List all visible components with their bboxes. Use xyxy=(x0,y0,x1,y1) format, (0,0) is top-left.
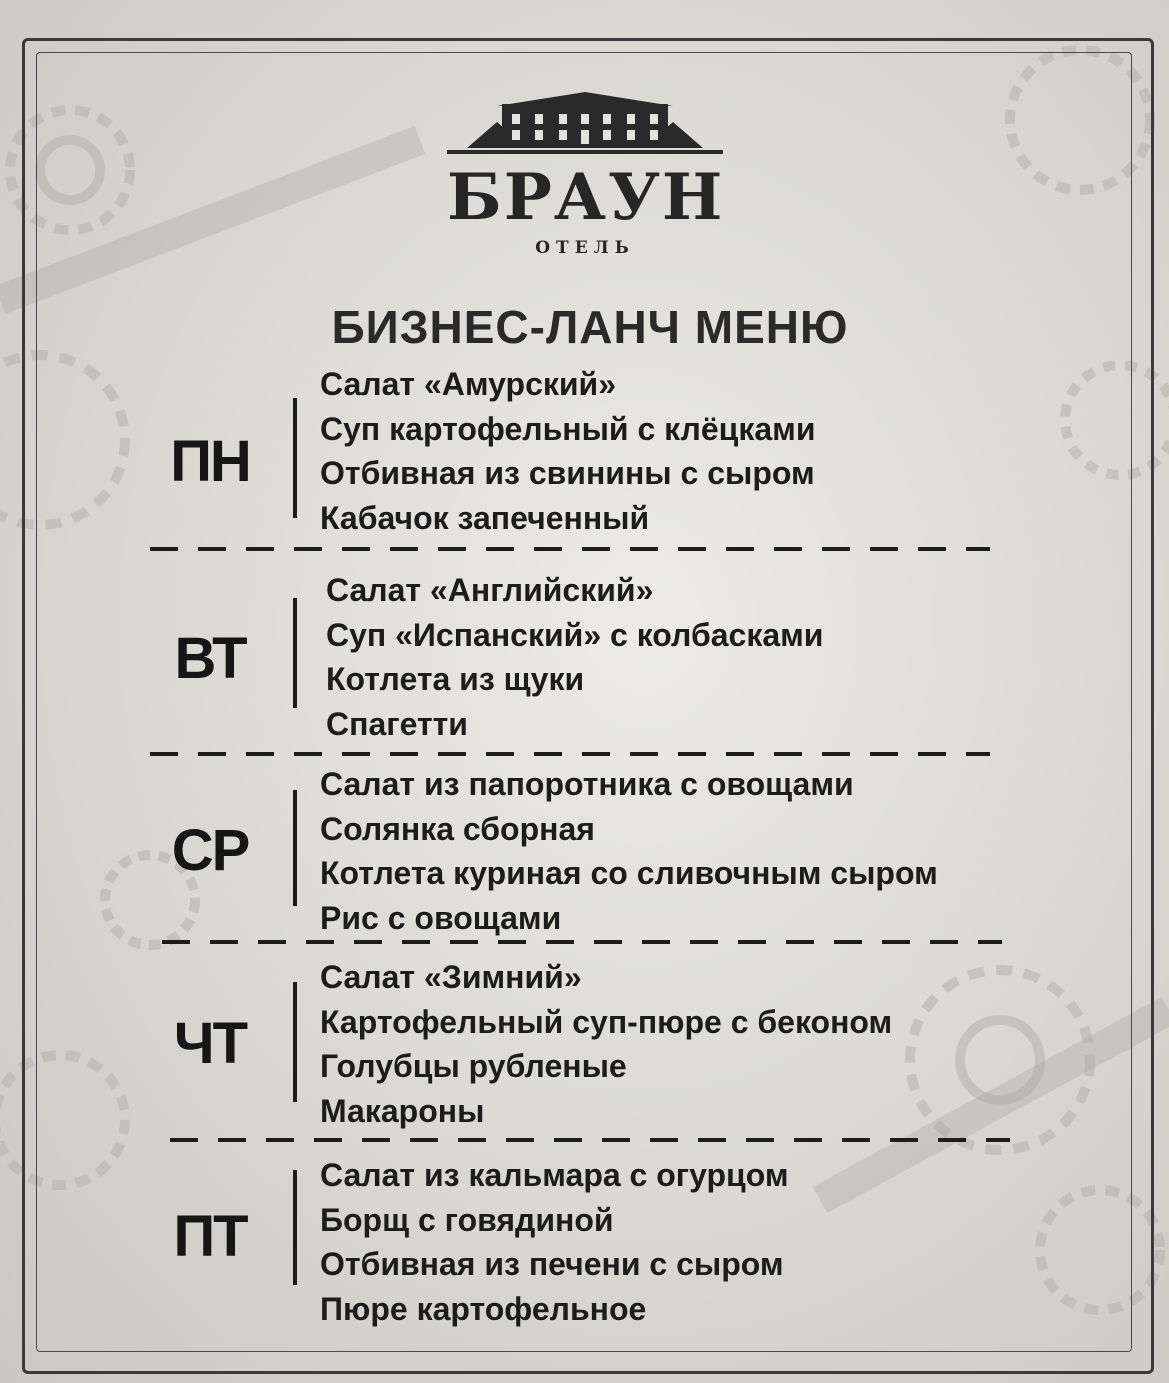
menu-item: Спагетти xyxy=(326,705,468,742)
hotel-building-logo-icon xyxy=(447,92,723,157)
menu-item: Салат «Амурский» xyxy=(320,366,617,402)
menu-item: Макароны xyxy=(320,1092,485,1129)
menu-item: Салат из папоротника с овощами xyxy=(320,766,854,802)
divider-bar xyxy=(293,598,297,708)
hotel-name: БРАУН xyxy=(447,160,725,235)
day-monday-items xyxy=(320,362,816,540)
dashed-separator xyxy=(150,752,990,756)
day-thursday-abbr: ЧТ xyxy=(173,1011,247,1076)
menu-item: Котлета куриная со сливочным сыром xyxy=(320,855,938,891)
day-friday-abbr: ПТ xyxy=(173,1204,247,1269)
menu-item: Солянка сборная xyxy=(320,810,595,847)
menu-item: Салат «Зимний» xyxy=(320,959,582,995)
menu-item: Салат «Английский» xyxy=(326,572,654,608)
menu-item: Голубцы рубленые xyxy=(320,1048,627,1084)
menu-item: Котлета из щуки xyxy=(326,661,585,697)
dashed-separator xyxy=(162,940,1002,944)
day-thursday-items xyxy=(320,955,892,1133)
divider-bar xyxy=(293,398,297,518)
menu-title: БИЗНЕС-ЛАНЧ МЕНЮ xyxy=(331,301,849,353)
menu-item: Суп картофельный с клёцками xyxy=(320,410,816,447)
dashed-separator xyxy=(150,547,990,551)
hotel-subtitle: ОТЕЛЬ xyxy=(535,238,635,258)
day-wednesday-abbr: СР xyxy=(171,818,249,883)
menu-item: Салат из кальмара с огурцом xyxy=(320,1157,789,1193)
menu-item: Картофельный суп-пюре с беконом xyxy=(320,1003,893,1040)
menu-item: Отбивная из свинины с сыром xyxy=(320,455,815,491)
divider-bar xyxy=(293,790,297,906)
menu-item: Отбивная из печени с сыром xyxy=(320,1246,784,1282)
menu-item: Борщ с говядиной xyxy=(320,1201,614,1238)
day-wednesday-items xyxy=(320,762,938,940)
day-tuesday-items xyxy=(326,568,823,746)
menu-item: Рис с овощами xyxy=(320,899,562,936)
divider-bar xyxy=(293,1170,297,1285)
divider-bar xyxy=(293,982,297,1102)
menu-item: Кабачок запеченный xyxy=(320,499,650,536)
day-friday-items xyxy=(320,1153,789,1331)
menu-item: Пюре картофельное xyxy=(320,1290,647,1327)
menu-item: Суп «Испанский» с колбасками xyxy=(326,616,824,653)
day-tuesday-abbr: ВТ xyxy=(174,626,246,691)
dashed-separator xyxy=(170,1138,1010,1142)
day-monday-abbr: ПН xyxy=(170,429,250,494)
